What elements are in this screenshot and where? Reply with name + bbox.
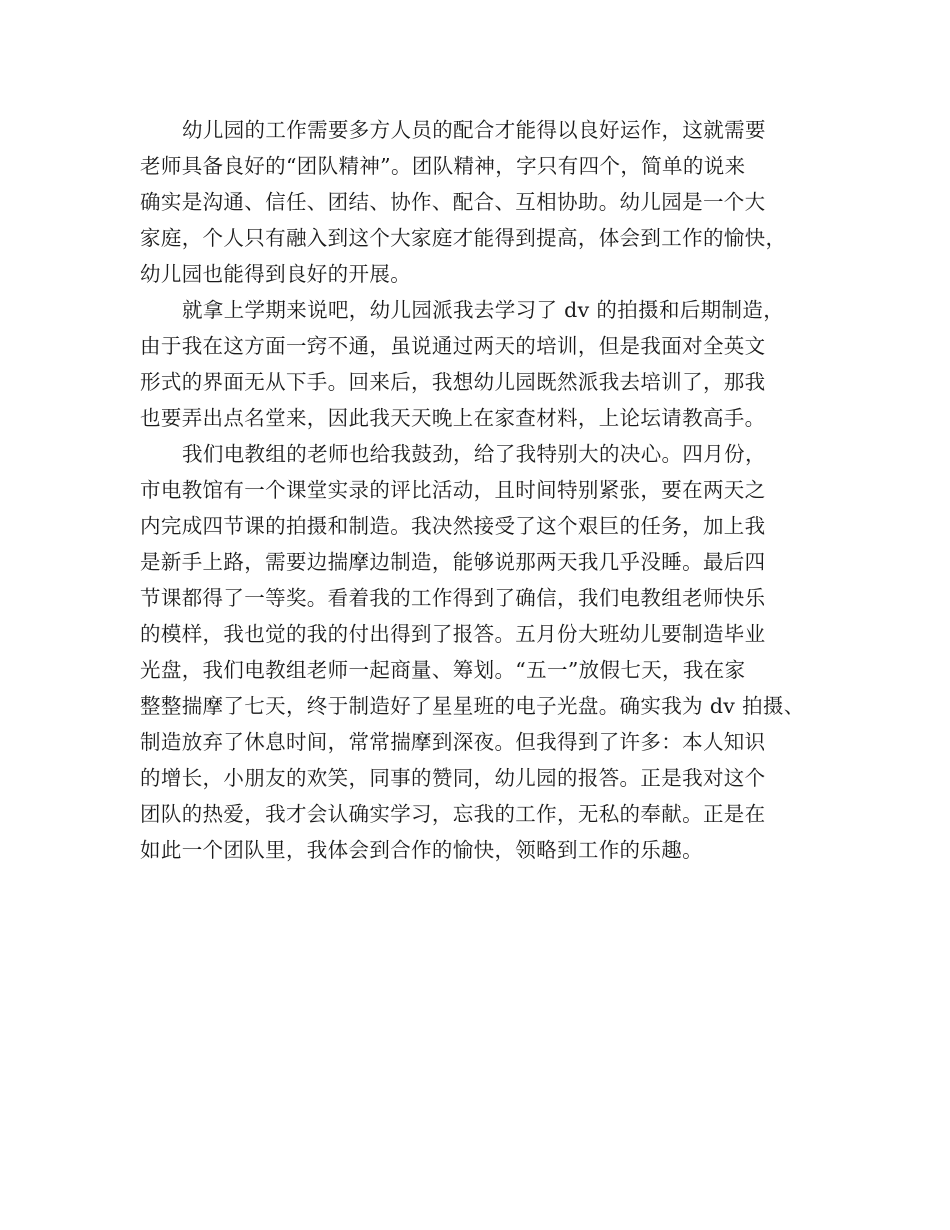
paragraph-line: 确实是沟通、信任、团结、协作、配合、互相协助。幼儿园是一个大 — [140, 190, 766, 214]
paragraph-line: 的模样，我也觉的我的付出得到了报答。五月份大班幼儿要制造毕业 — [140, 622, 766, 646]
paragraph-line: 幼儿园的工作需要多方人员的配合才能得以良好运作，这就需要 — [182, 118, 766, 142]
paragraph-line: 我们电教组的老师也给我鼓劲，给了我特别大的决心。四月份， — [182, 442, 766, 466]
paragraph-line: 形式的界面无从下手。回来后，我想幼儿园既然派我去培训了，那我 — [140, 370, 766, 394]
paragraph-3 — [140, 436, 830, 868]
paragraph-line: 幼儿园也能得到良好的开展。 — [140, 262, 412, 286]
paragraph-line: 家庭，个人只有融入到这个大家庭才能得到提高，体会到工作的愉快， — [140, 226, 787, 250]
paragraph-line: 由于我在这方面一窍不通，虽说通过两天的培训，但是我面对全英文 — [140, 334, 766, 358]
paragraph-line: 老师具备良好的“团队精神”。团队精神，字只有四个，简单的说来 — [140, 154, 746, 178]
paragraph-line: 如此一个团队里，我体会到合作的愉快，领略到工作的乐趣。 — [140, 838, 703, 862]
paragraph-line: 整整揣摩了七天，终于制造好了星星班的电子光盘。确实我为 dv 拍摄、 — [140, 694, 805, 718]
paragraph-line: 光盘，我们电教组老师一起商量、筹划。“五一”放假七天，我在家 — [140, 658, 746, 682]
paragraph-line: 内完成四节课的拍摄和制造。我决然接受了这个艰巨的任务，加上我 — [140, 514, 766, 538]
paragraph-line: 市电教馆有一个课堂实录的评比活动，且时间特别紧张，要在两天之 — [140, 478, 766, 502]
paragraph-2 — [140, 292, 830, 436]
paragraph-line: 也要弄出点名堂来，因此我天天晚上在家查材料，上论坛请教高手。 — [140, 406, 766, 430]
paragraph-line: 的增长，小朋友的欢笑，同事的赞同，幼儿园的报答。正是我对这个 — [140, 766, 766, 790]
paragraph-line: 团队的热爱，我才会认确实学习，忘我的工作，无私的奉献。正是在 — [140, 802, 766, 826]
paragraph-line: 节课都得了一等奖。看着我的工作得到了确信，我们电教组老师快乐 — [140, 586, 766, 610]
document-body — [140, 112, 830, 868]
paragraph-line: 是新手上路，需要边揣摩边制造，能够说那两天我几乎没睡。最后四 — [140, 550, 766, 574]
paragraph-line: 就拿上学期来说吧，幼儿园派我去学习了 dv 的拍摄和后期制造， — [182, 298, 785, 322]
paragraph-1 — [140, 112, 830, 292]
paragraph-line: 制造放弃了休息时间，常常揣摩到深夜。但我得到了许多：本人知识 — [140, 730, 766, 754]
